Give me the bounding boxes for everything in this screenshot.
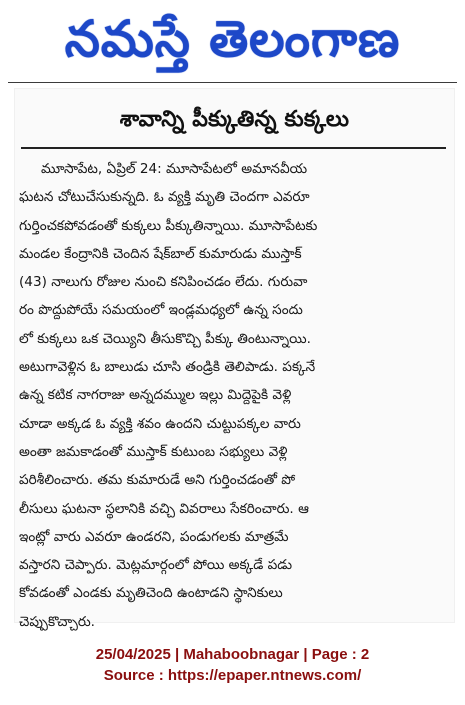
article-line: లో కుక్కలు ఒక చెయ్యిని తీసుకొచ్చి పీక్కు తింటున్నాయి. (19, 330, 311, 347)
article-line: (43) నాలుగు రోజుల నుంచి కనిపించడం లేదు. గురువా (19, 274, 308, 291)
newspaper-logo: నమస్తే తెలంగాణ (64, 10, 401, 68)
edition-info: 25/04/2025 | Mahaboobnagar | Page : 2 (95, 646, 370, 663)
article-headline: శావాన్ని పీక్కుతిన్న కుక్కలు (119, 107, 350, 132)
article-line: ఘటన చోటుచేసుకున్నది. ఓ వ్యక్తి మృతి చెందగా ఎవరూ (19, 189, 310, 206)
article-line: చెప్పుకొచ్చారు. (19, 613, 95, 630)
headline-divider (21, 147, 446, 149)
masthead (0, 0, 465, 78)
source-link[interactable]: Source : https://epaper.ntnews.com/ (103, 667, 362, 684)
article-line: లీసులు ఘటనా స్థలానికి వచ్చి వివరాలు సేకరించారు. ఆ (19, 500, 309, 517)
article-line: అంతా జమకాడంతో ముస్తాక్ కుటుంబ సభ్యులు వెళ్లి (19, 443, 288, 460)
article-line: మూసాపేట, ఏప్రిల్ 24: మూసాపేటలో అమానవీయ (41, 161, 308, 177)
article-body (19, 155, 451, 636)
article-line: వస్తారని చెప్పారు. మెట్లమార్గంలో పోయి అక్కడే పడు (19, 557, 293, 574)
article-line: ఉన్న కటిక నాగరాజు అన్నదమ్ముల ఇల్లు మిద్దెపైకి వెళ్లి (19, 387, 292, 404)
article-line: గుర్తించకపోవడంతో కుక్కలు పీక్కుతిన్నాయి. మూసాపేటకు (19, 217, 318, 234)
article-line: ఇంట్లో వారు ఎవరూ ఉండరని, పండుగలకు మాత్రమే (19, 528, 289, 545)
article-line: అటుగావెళ్లిన ఓ బాలుడు చూసి తండ్రికి తెలిపాడు. పక్కనే (19, 359, 316, 376)
masthead-divider (8, 82, 457, 83)
article-line: రం పొద్దుపోయే సమయంలో ఇండ్లమధ్యలో ఉన్న సందు (19, 302, 303, 319)
article-line: పరిశీలించారు. తమ కుమారుడే అని గుర్తించడంతో పో (19, 472, 296, 489)
article-line: మండల కేంద్రానికి చెందిన షేక్‌బాల్ కుమారుడు ముస్తాక్ (19, 245, 302, 262)
article-clipping (14, 88, 455, 630)
article-line: కోవడంతో ఎండకు మృతిచెంది ఉంటాడని స్థానికులు (19, 585, 283, 602)
article-line: చూడా అక్కడ ఓ వ్యక్తి శవం ఉందని చుట్టుపక్కల వారు (19, 415, 301, 432)
